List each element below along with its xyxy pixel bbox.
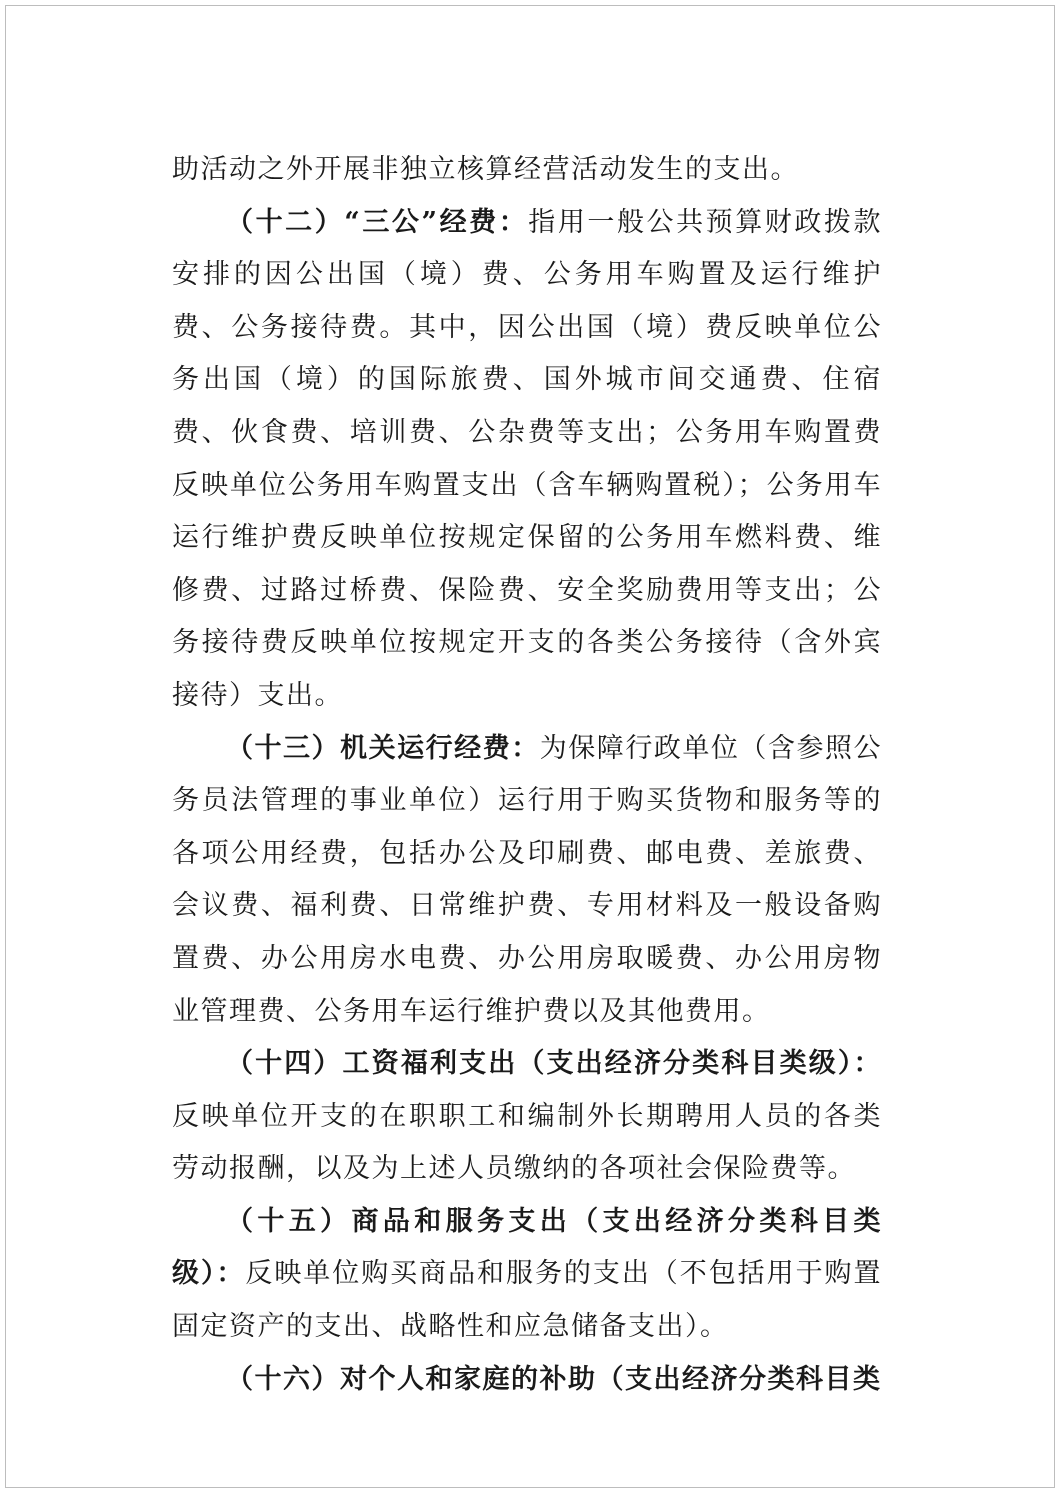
document-body: [172, 144, 882, 1406]
paragraph-heading: （十三）机关运行经费：: [226, 732, 540, 764]
paragraph-agency-operating-expenses: [172, 723, 882, 1039]
paragraph-text: 指用一般公共预算财政拨款安排的因公出国（境）费、公务用车购置及运行维护费、公务接待费。其中，因公出国（境）费反映单位公务出国（境）的国际旅费、国外城市间交通费、住宿费、伙食费、培训费、公杂费等支出；公务用车购置费反映单位公务用车购置支出（含车辆购置税）；公务用车运行维护费反映单位按规定保留的公务用车燃料费、维修费、过路过桥费、保险费、安全奖励费用等支出；公务接待费反映单位按规定开支的各类公务接待（含外宾接待）支出。: [172, 206, 882, 711]
paragraph-text: 助活动之外开展非独立核算经营活动发生的支出。: [172, 154, 799, 185]
paragraph-goods-services: [172, 1196, 882, 1354]
paragraph-text: 反映单位购买商品和服务的支出（不包括用于购置固定资产的支出、战略性和应急储备支出）。: [172, 1258, 882, 1343]
paragraph-wages-welfare: [172, 1038, 882, 1196]
paragraph-individual-family-subsidies: [172, 1354, 882, 1407]
paragraph-heading: （十二）“三公”经费：: [226, 206, 529, 238]
document-page: [5, 5, 1055, 1488]
paragraph-san-gong-expenses: [172, 197, 882, 723]
paragraph-text: 反映单位开支的在职职工和编制外长期聘用人员的各类劳动报酬，以及为上述人员缴纳的各项社会保险费等。: [172, 1100, 882, 1185]
paragraph-heading: （十四）工资福利支出（支出经济分类科目类级）：: [226, 1048, 882, 1080]
paragraph-continuation: [172, 144, 882, 197]
paragraph-heading: （十五）商品和服务支出（支出经济分类科目类级）：: [172, 1205, 882, 1290]
paragraph-heading: （十六）对个人和家庭的补助（支出经济分类科目类: [226, 1363, 882, 1395]
paragraph-text: 为保障行政单位（含参照公务员法管理的事业单位）运行用于购买货物和服务等的各项公用经费，包括办公及印刷费、邮电费、差旅费、会议费、福利费、日常维护费、专用材料及一般设备购置费、办公用房水电费、办公用房取暖费、办公用房物业管理费、公务用车运行维护费以及其他费用。: [172, 732, 882, 1027]
